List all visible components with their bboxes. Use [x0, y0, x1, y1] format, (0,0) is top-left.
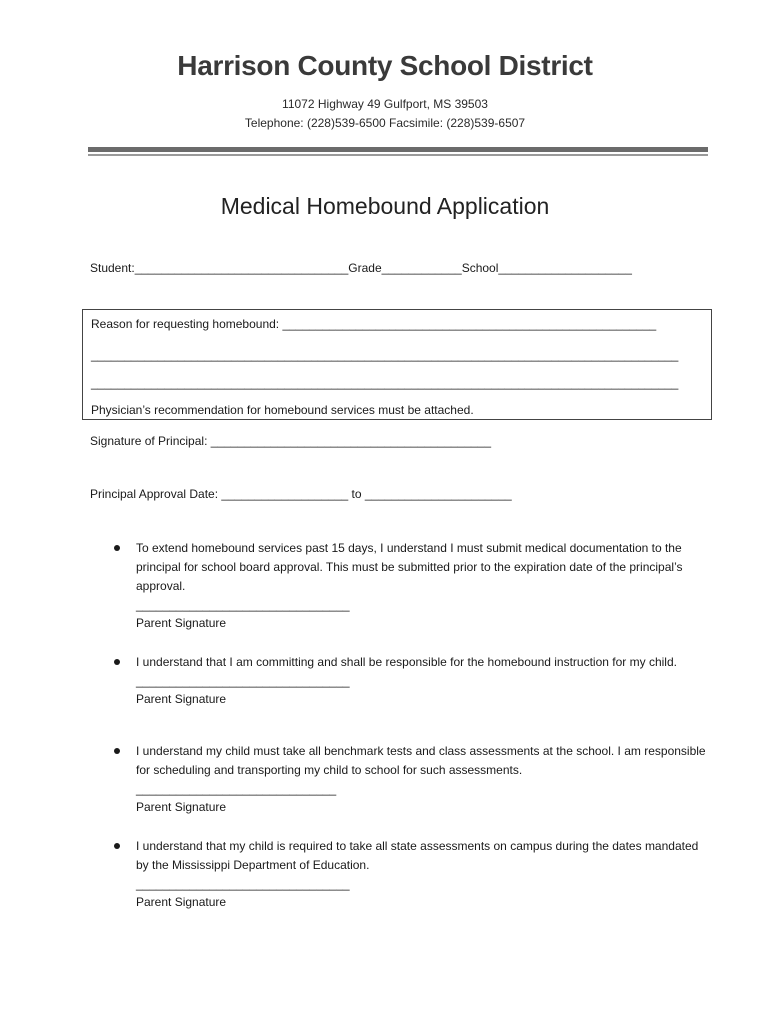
physician-note: Physician’s recommendation for homebound services must be attached.: [91, 403, 474, 417]
acknowledgement-text: I understand my child must take all benchmark tests and class assessments at the school. I am responsible for scheduling and transporting my child to school for such assessments.: [136, 744, 706, 777]
acknowledgement-item: [110, 742, 710, 816]
bullet-icon: [114, 843, 120, 849]
reason-field-line-3[interactable]: ________________________________________________________________________________________: [91, 376, 679, 390]
parent-signature-field[interactable]: ________________________________: [136, 674, 350, 688]
parent-signature-field[interactable]: ________________________________: [136, 877, 350, 891]
form-title: Medical Homebound Application: [220, 193, 550, 219]
parent-signature-label: Parent Signature: [136, 692, 227, 706]
parent-signature-field[interactable]: ________________________________: [136, 598, 350, 612]
header-divider-thick: [88, 147, 708, 152]
principal-signature-field[interactable]: Signature of Principal: __________________________________________: [90, 434, 492, 448]
bullet-icon: [114, 659, 120, 665]
parent-signature-label: Parent Signature: [136, 895, 227, 909]
acknowledgement-text: To extend homebound services past 15 days, I understand I must submit medical documentation to the principal for school board approval. This must be submitted prior to the expiration date of the principal’s approval.: [136, 541, 683, 593]
reason-field-line-2[interactable]: ________________________________________________________________________________________: [91, 348, 679, 362]
acknowledgement-item: [110, 837, 710, 911]
principal-approval-date-field[interactable]: Principal Approval Date: ___________________ to ______________________: [90, 487, 512, 501]
acknowledgement-item: [110, 653, 710, 708]
acknowledgement-text: I understand that my child is required to take all state assessments on campus during the dates mandated by the Mississippi Department of Education.: [136, 839, 699, 872]
parent-signature-label: Parent Signature: [136, 800, 227, 814]
organization-address: 11072 Highway 49 Gulfport, MS 39503: [282, 97, 488, 111]
acknowledgement-text: I understand that I am committing and shall be responsible for the homebound instruction for my child.: [136, 655, 677, 669]
student-grade-school-field[interactable]: Student:________________________________Grade____________School____________________: [90, 261, 632, 275]
parent-signature-field[interactable]: ______________________________: [136, 782, 337, 796]
reason-box: [82, 309, 712, 420]
acknowledgement-item: [110, 539, 710, 632]
organization-name: Harrison County School District: [177, 50, 593, 81]
organization-contact: Telephone: (228)539-6500 Facsimile: (228)539-6507: [244, 116, 526, 130]
bullet-icon: [114, 748, 120, 754]
reason-field-line-1[interactable]: Reason for requesting homebound: ________________________________________________________: [91, 317, 657, 331]
parent-signature-label: Parent Signature: [136, 616, 227, 630]
header-divider-thin: [88, 154, 708, 156]
bullet-icon: [114, 545, 120, 551]
